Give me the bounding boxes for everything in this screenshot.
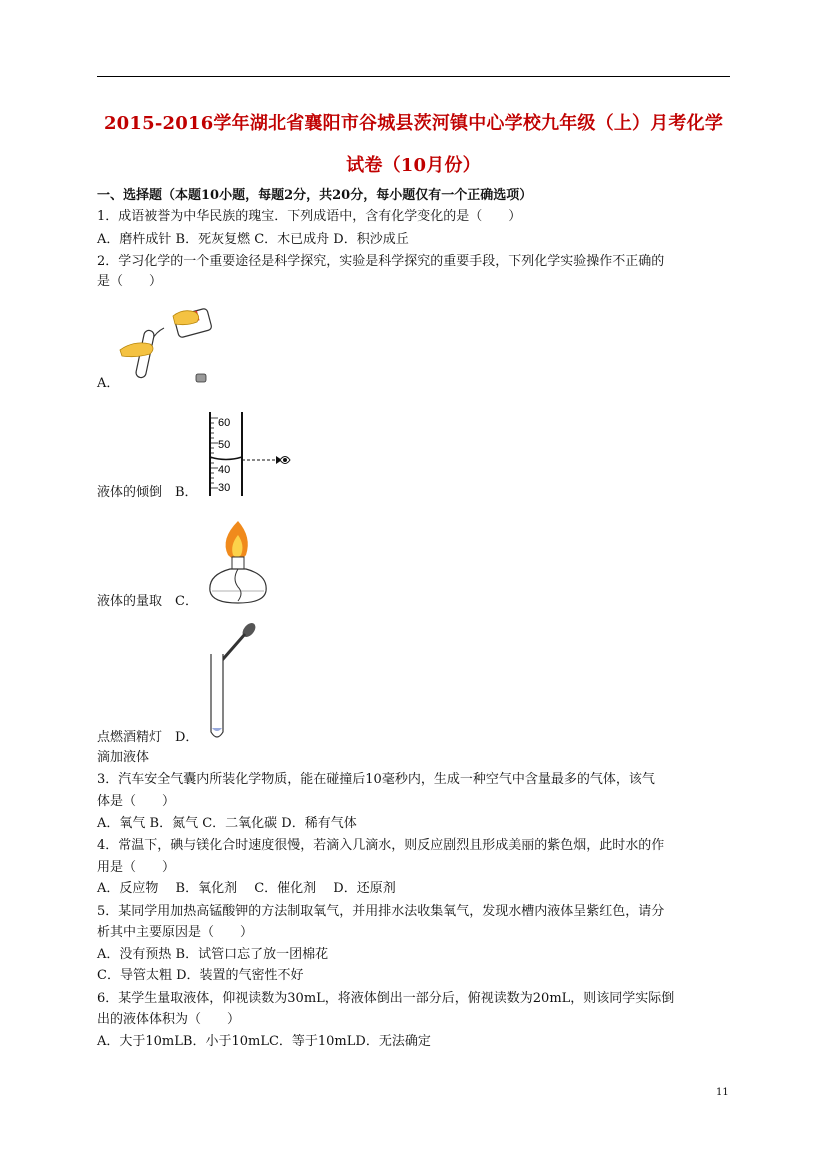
q5-options-line2: C．导管太粗 D．装置的气密性不好 bbox=[97, 968, 304, 983]
alcohol-lamp-figure bbox=[204, 517, 276, 609]
q2-option-d-caption: 滴加液体 bbox=[97, 750, 150, 765]
cylinder-tick-50: 50 bbox=[218, 439, 231, 451]
graduated-cylinder-figure bbox=[204, 410, 294, 498]
q1-stem: 1．成语被誉为中华民族的瑰宝．下列成语中，含有化学变化的是（ ） bbox=[97, 209, 522, 224]
header-rule bbox=[97, 76, 730, 77]
q5-stem-line2: 析其中主要原因是（ ） bbox=[97, 925, 254, 940]
cylinder-tick-60: 60 bbox=[218, 417, 231, 429]
q4-options: A．反应物 B．氧化剂 C．催化剂 D．还原剂 bbox=[97, 881, 396, 896]
q2-stem-line2: 是（ ） bbox=[97, 274, 163, 289]
q4-stem-line2: 用是（ ） bbox=[97, 860, 176, 875]
section-heading: 一、选择题（本题10小题，每题2分，共20分，每小题仅有一个正确选项） bbox=[97, 188, 533, 203]
q3-stem-line2: 体是（ ） bbox=[97, 794, 176, 809]
q2-option-b-label: 液体的倾倒 B． bbox=[97, 485, 198, 500]
page-title-line1: 2015-2016学年湖北省襄阳市谷城县茨河镇中心学校九年级（上）月考化学 bbox=[103, 113, 724, 134]
q1-options: A．磨杵成针 B．死灰复燃 C．木已成舟 D．积沙成丘 bbox=[97, 232, 409, 247]
q5-options-line1: A．没有预热 B．试管口忘了放一团棉花 bbox=[97, 947, 329, 962]
q6-stem-line1: 6．某学生量取液体，仰视读数为30mL，将液体倒出一部分后，俯视读数为20mL，则该同学实际倒 bbox=[97, 991, 675, 1006]
page-title-line2: 试卷（10月份） bbox=[346, 155, 481, 176]
q6-options: A．大于10mLB．小于10mLC．等于10mLD．无法确定 bbox=[97, 1034, 431, 1049]
dropper-test-tube-figure bbox=[205, 620, 265, 748]
cylinder-tick-40: 40 bbox=[218, 464, 231, 476]
q3-stem-line1: 3．汽车安全气囊内所装化学物质，能在碰撞后10毫秒内，生成一种空气中含量最多的气体，该气 bbox=[97, 772, 655, 787]
q2-option-c-label: 液体的量取 C． bbox=[97, 594, 198, 609]
pouring-liquid-figure bbox=[118, 300, 218, 386]
q2-stem-line1: 2．学习化学的一个重要途径是科学探究，实验是科学探究的重要手段，下列化学实验操作不正确的 bbox=[97, 254, 665, 269]
q2-option-d-label: 点燃酒精灯 D． bbox=[97, 730, 199, 745]
q2-option-a-label: A． bbox=[97, 376, 120, 391]
q3-options: A．氧气 B．氮气 C．二氧化碳 D．稀有气体 bbox=[97, 816, 357, 831]
cylinder-tick-30: 30 bbox=[218, 482, 231, 494]
q6-stem-line2: 出的液体体积为（ ） bbox=[97, 1012, 241, 1027]
q5-stem-line1: 5．某同学用加热高锰酸钾的方法制取氧气，并用排水法收集氧气，发现水槽内液体呈紫红色，请分 bbox=[97, 904, 665, 919]
page-number: 11 bbox=[716, 1087, 729, 1098]
q4-stem-line1: 4．常温下，碘与镁化合时速度很慢，若滴入几滴水，则反应剧烈且形成美丽的紫色烟，此时水的作 bbox=[97, 838, 665, 853]
